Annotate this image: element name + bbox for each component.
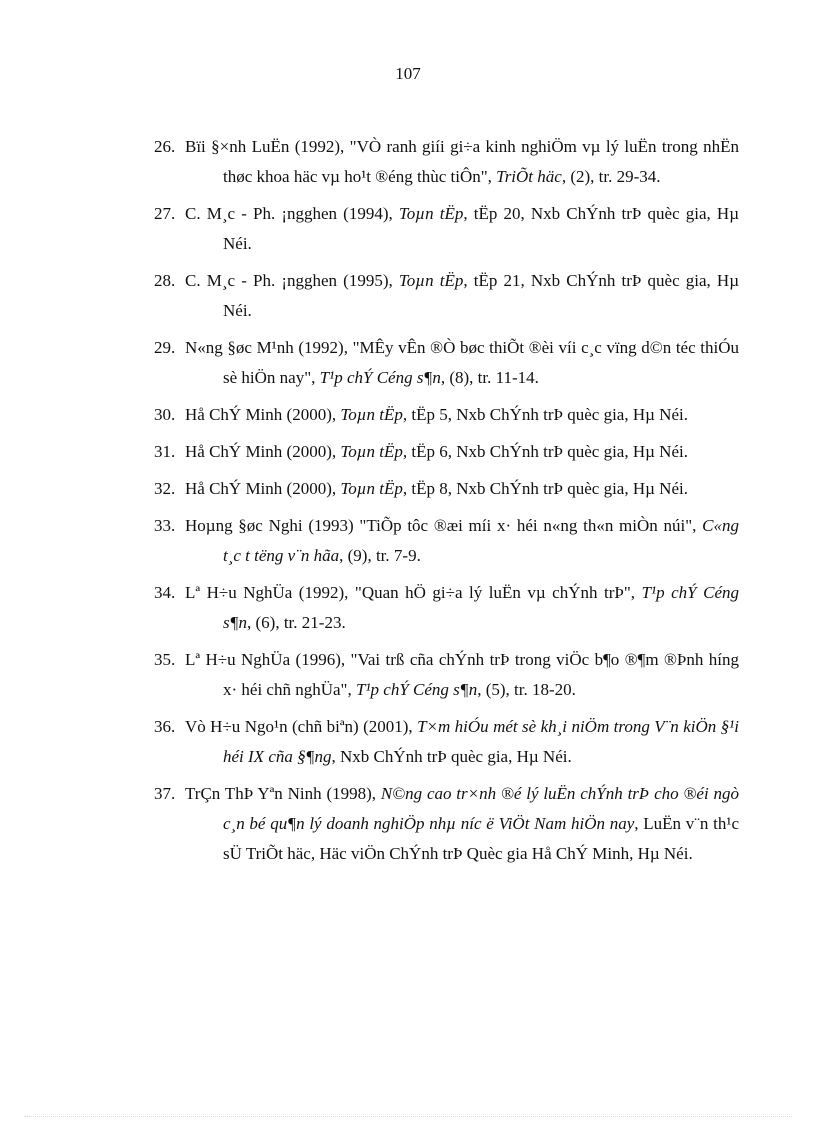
reference-title-italic: T¹p chÝ Céng s¶n [223,583,739,632]
reference-text [185,511,739,571]
reference-title-italic: C«ng t¸c t tëng v¨n hãa [223,516,739,565]
reference-text [185,578,739,638]
page-bottom-rule [24,1116,792,1117]
reference-text [185,266,739,326]
reference-text-part: TrÇn ThÞ Yªn Ninh (1998), [185,784,381,803]
reference-title-italic: Toµn tËp [340,405,403,424]
reference-text [185,712,739,772]
reference-title-italic: Toµn tËp [398,204,464,223]
reference-number: 35. [154,650,176,669]
reference-title-italic: Toµn tËp [340,442,403,461]
reference-title-italic: Toµn tËp [340,479,403,498]
reference-text-part: Hå ChÝ Minh (2000), [185,479,341,498]
reference-title-italic: N©ng cao tr×nh ®é lý luËn chÝnh trÞ cho ®éi ngò c¸n bé qu¶n lý doanh nghiÖp nhµ níc ë ViÖt Nam hiÖn nay [223,784,740,833]
reference-text [185,400,739,430]
reference-entry [154,474,739,504]
reference-number: 36. [154,717,176,736]
reference-entry [154,132,739,192]
reference-text-part: , tËp 6, Nxb ChÝnh trÞ quèc gia, Hµ Néi. [402,442,688,461]
reference-text [185,199,739,259]
reference-entry [154,578,739,638]
reference-entry [154,712,739,772]
reference-entry [154,400,739,430]
reference-entry [154,266,739,326]
reference-title-italic: T¹p chÝ Céng s¶n [319,368,441,387]
reference-title-italic: T×m hiÓu mét sè kh¸i niÖm trong V¨n kiÖn §¹i héi IX cña §¶ng [223,717,739,766]
reference-number: 30. [154,405,176,424]
reference-number: 26. [154,137,176,156]
reference-text-part: C. M¸c - Ph. ¡ngghen (1995), [185,271,399,290]
reference-number: 27. [154,204,176,223]
reference-text [185,645,739,705]
reference-number: 28. [154,271,176,290]
reference-number: 32. [154,479,176,498]
reference-entry [154,333,739,393]
reference-text-part: C. M¸c - Ph. ¡ngghen (1994), [185,204,399,223]
reference-text [185,474,739,504]
reference-number: 31. [154,442,176,461]
reference-text-part: , tËp 20, Nxb ChÝnh trÞ quèc gia, Hµ Néi. [223,204,739,253]
reference-text-part: Hå ChÝ Minh (2000), [185,405,341,424]
reference-title-italic: T¹p chÝ Céng s¶n [356,680,478,699]
reference-text-part: , tËp 21, Nxb ChÝnh trÞ quèc gia, Hµ Néi. [223,271,739,320]
reference-entry [154,779,739,869]
reference-entry [154,511,739,571]
reference-number: 34. [154,583,176,602]
reference-text-part: Vò H÷u Ngo¹n (chñ biªn) (2001), [185,717,418,736]
reference-text [185,132,739,192]
reference-entry [154,645,739,705]
reference-text [185,333,739,393]
reference-number: 37. [154,784,176,803]
reference-text-part: Hå ChÝ Minh (2000), [185,442,341,461]
reference-entry [154,437,739,467]
reference-number: 29. [154,338,176,357]
reference-text-part: , tËp 5, Nxb ChÝnh trÞ quèc gia, Hµ Néi. [402,405,688,424]
reference-number: 33. [154,516,176,535]
reference-title-italic: Toµn tËp [398,271,464,290]
reference-text-part: N«ng §øc M¹nh (1992), "MÊy vÊn ®Ò bøc thiÕt ®èi víi c¸c vïng d©n téc thiÓu sè hiÖn nay", [185,338,739,387]
reference-entry [154,199,739,259]
reference-title-italic: TriÕt häc [496,167,562,186]
reference-text-part: , LuËn v¨n th¹c sÜ TriÕt häc, Häc viÖn ChÝnh trÞ Quèc gia Hå ChÝ Minh, Hµ Néi. [223,814,739,863]
page-number: 107 [395,64,421,83]
reference-text-part: Lª H÷u NghÜa (1992), "Quan hÖ gi÷a lý luËn vµ chÝnh trÞ", [185,583,642,602]
reference-text-part: , (5), tr. 18-20. [477,680,576,699]
reference-text-part: , (8), tr. 11-14. [440,368,539,387]
reference-text-part: , (9), tr. 7-9. [339,546,421,565]
reference-text-part: Lª H÷u NghÜa (1996), "Vai trß cña chÝnh trÞ trong viÖc b¶o ®¶m ®Þnh híng x· héi chñ nghÜa", [185,650,739,699]
reference-text-part: , (2), tr. 29-34. [561,167,661,186]
reference-text [185,779,740,869]
reference-text-part: , (6), tr. 21-23. [247,613,346,632]
reference-text-part: Hoµng §øc Nghi (1993) "TiÕp tôc ®æi míi x· héi n«ng th«n miÒn núi", [185,516,703,535]
reference-text-part: Bïi §×nh LuËn (1992), "VÒ ranh giíi gi÷a kinh nghiÖm vµ lý luËn trong nhËn thøc khoa häc vµ ho¹t ®éng thùc tiÔn", [185,137,739,186]
reference-list [154,132,739,876]
reference-text-part: , tËp 8, Nxb ChÝnh trÞ quèc gia, Hµ Néi. [402,479,688,498]
reference-text-part: , Nxb ChÝnh trÞ quèc gia, Hµ Néi. [331,747,572,766]
reference-text [185,437,739,467]
